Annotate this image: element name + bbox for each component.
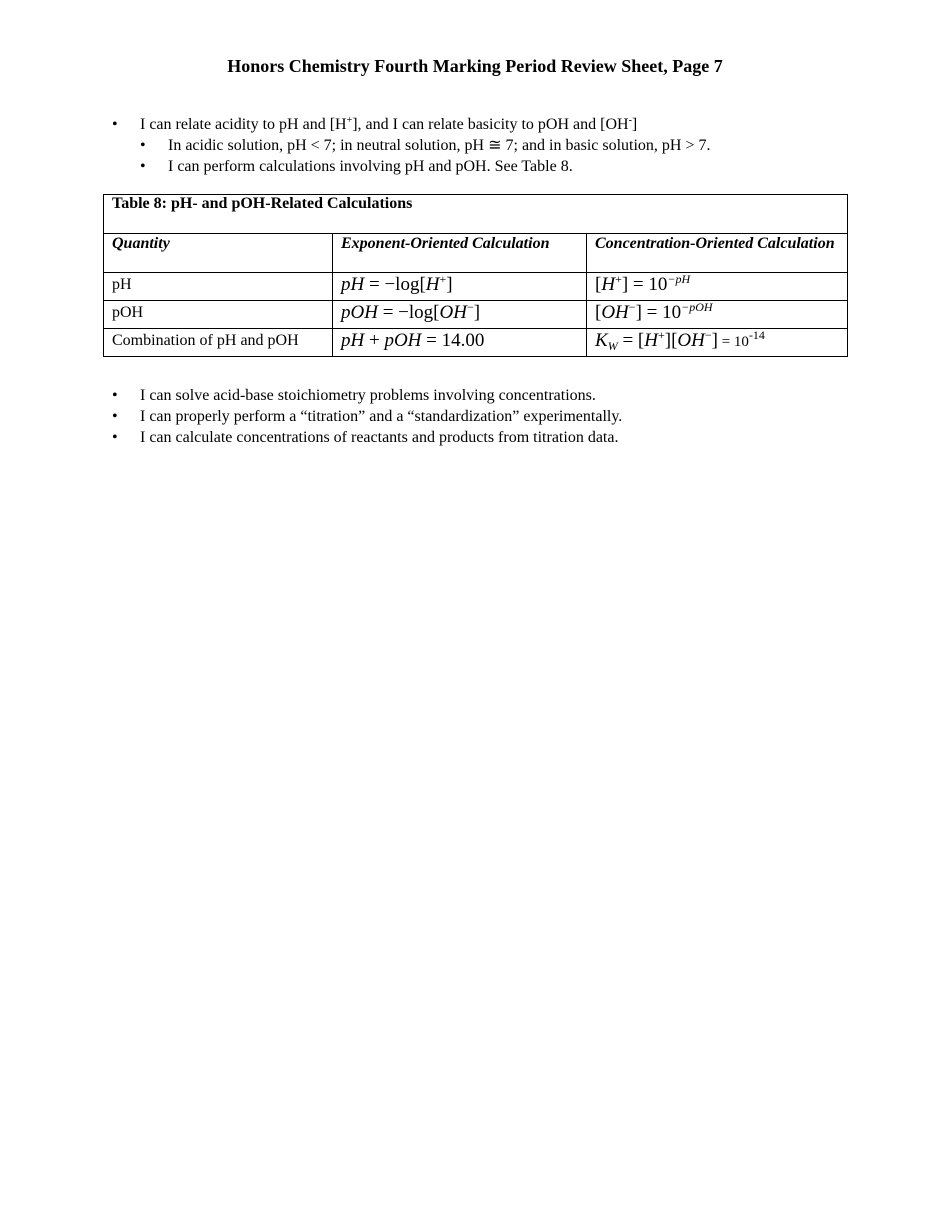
- list-item-text: In acidic solution, pH < 7; in neutral solution, pH ≅ 7; and in basic solution, pH > 7.: [168, 137, 711, 154]
- list-item: [0, 156, 950, 177]
- quantity-cell: pOH: [104, 301, 333, 329]
- list-item-text: I can calculate concentrations of reactants and products from titration data.: [140, 429, 619, 446]
- objectives-list-top: [0, 114, 950, 177]
- list-item: [0, 406, 950, 427]
- bullet-icon: •: [140, 158, 146, 175]
- calculations-table: [103, 194, 848, 357]
- bullet-icon: •: [112, 429, 118, 446]
- column-header-concentration: Concentration-Oriented Calculation: [587, 234, 848, 273]
- column-header-exponent: Exponent-Oriented Calculation: [333, 234, 587, 273]
- page-title: Honors Chemistry Fourth Marking Period Review Sheet, Page 7: [227, 56, 723, 76]
- column-header-quantity: Quantity: [104, 234, 333, 273]
- list-item: [0, 385, 950, 406]
- ph-exponent-equation: pH = −log[H+]: [333, 273, 587, 301]
- combination-exponent-equation: pH + pOH = 14.00: [333, 329, 587, 357]
- list-item: [0, 427, 950, 448]
- bullet-icon: •: [112, 408, 118, 425]
- table-row: [104, 301, 848, 329]
- bullet-icon: •: [112, 116, 118, 133]
- list-item-text: I can solve acid-base stoichiometry problems involving concentrations.: [140, 387, 596, 404]
- bullet-icon: •: [140, 137, 146, 154]
- table-row: [104, 273, 848, 301]
- quantity-cell: pH: [104, 273, 333, 301]
- kw-equation: $K_W = [H^+][OH^-] = 10^{-14}$: [587, 329, 848, 357]
- bullet-icon: •: [112, 387, 118, 404]
- objectives-list-bottom: [0, 385, 950, 448]
- quantity-cell: Combination of pH and pOH: [104, 329, 333, 357]
- ph-concentration-equation: $[H^+] = 10^{-pH}$: [587, 273, 848, 301]
- poh-exponent-equation: pOH = −log[OH−]: [333, 301, 587, 329]
- list-item-text: I can relate acidity to pH and [H+], and I can relate basicity to pOH and [OH-]: [140, 115, 638, 133]
- list-item-text: I can perform calculations involving pH and pOH. See Table 8.: [168, 158, 573, 175]
- list-item: [0, 114, 950, 135]
- table-caption: Table 8: pH- and pOH-Related Calculations: [104, 195, 848, 234]
- list-item: [0, 135, 950, 156]
- table-row: [104, 329, 848, 357]
- list-item-text: I can properly perform a “titration” and a “standardization” experimentally.: [140, 408, 623, 425]
- poh-concentration-equation: $[OH^-] = 10^{-pOH}$: [587, 301, 848, 329]
